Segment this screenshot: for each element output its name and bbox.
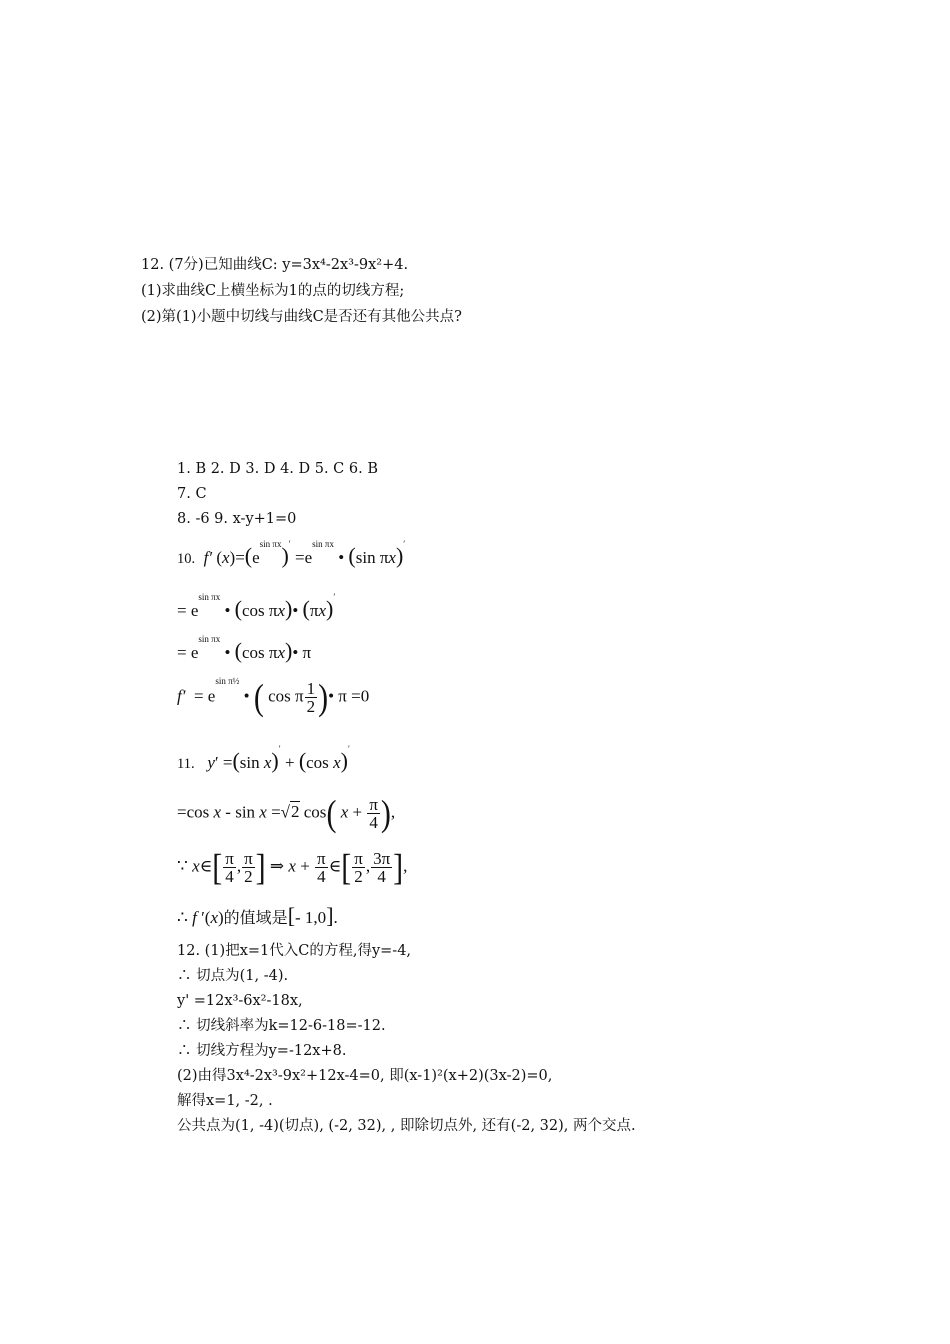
answer-12-line-2: ∴ 切点为(1, -4). — [177, 968, 289, 984]
answer-11-line-2: =cos x - sin x =√2 cos( x + $\frac{\pi}{4}$ ), — [177, 792, 396, 834]
answer-line-3: 8. -6 9. x-y+1=0 — [177, 511, 297, 527]
question-part1: (1)求曲线C上横坐标为1的点的切线方程; — [141, 283, 405, 299]
answer-line-2: 7. C — [177, 486, 207, 502]
question-part2: (2)第(1)小题中切线与曲线C是否还有其他公共点? — [141, 309, 462, 325]
question-header: 12. (7分)已知曲线C: y=3x⁴-2x³-9x²+4. — [141, 257, 409, 273]
answer-10-line-4: $f' = e^{sin \pi\frac{1}{2}}$ • ( cos π $\frac{1}{2}$ )• π =0 — [177, 676, 370, 718]
answer-12-line-4: ∴ 切线斜率为k=12-6-18=-12. — [177, 1018, 386, 1034]
answer-12-line-6: (2)由得3x⁴-2x³-9x²+12x-4=0, 即(x-1)²(x+2)(3x-2)=0, — [177, 1068, 553, 1084]
answer-12-line-1: 12. (1)把x=1代入C的方程,得y=-4, — [177, 943, 412, 959]
answer-10-line-2: = $e^{sin \pi x}$ • (cos πx)• (πx)′ — [177, 592, 336, 621]
answer-11-line-4: ∴ f ′(x)的值域是[- 1,0]. — [177, 903, 338, 928]
answer-12-line-5: ∴ 切线方程为y=-12x+8. — [177, 1043, 347, 1059]
answer-11-line-3: ∵ x∈[ $\frac{\pi}{4}$ , $\frac{\pi}{2}$ ] ⇒ x + $\frac{\pi}{4}$ ∈[ $\frac{\pi}{2}$ , $\frac{3\pi}{4}$ ], — [177, 846, 408, 888]
answer-12-line-3: y' =12x³-6x²-18x, — [177, 993, 303, 1009]
answer-10-line-1: 10. f′ $(x)=(e^{sin \pi x})' =e^{sin \pi x}$ • (sin πx)′ — [177, 539, 406, 568]
answer-12-line-8: 公共点为(1, -4)(切点), (-2, 32), , 即除切点外, 还有(-2, 32), 两个交点. — [177, 1118, 636, 1134]
answer-10-line-3: = $e^{sin \pi x}$ • (cos πx)• π — [177, 634, 312, 663]
answer-12-line-7: 解得x=1, -2, . — [177, 1093, 273, 1109]
answer-line-1: 1. B 2. D 3. D 4. D 5. C 6. B — [177, 461, 378, 477]
answer-11-line-1: 11. y′ =(sin x)′ + (cos x)′ — [177, 744, 350, 773]
